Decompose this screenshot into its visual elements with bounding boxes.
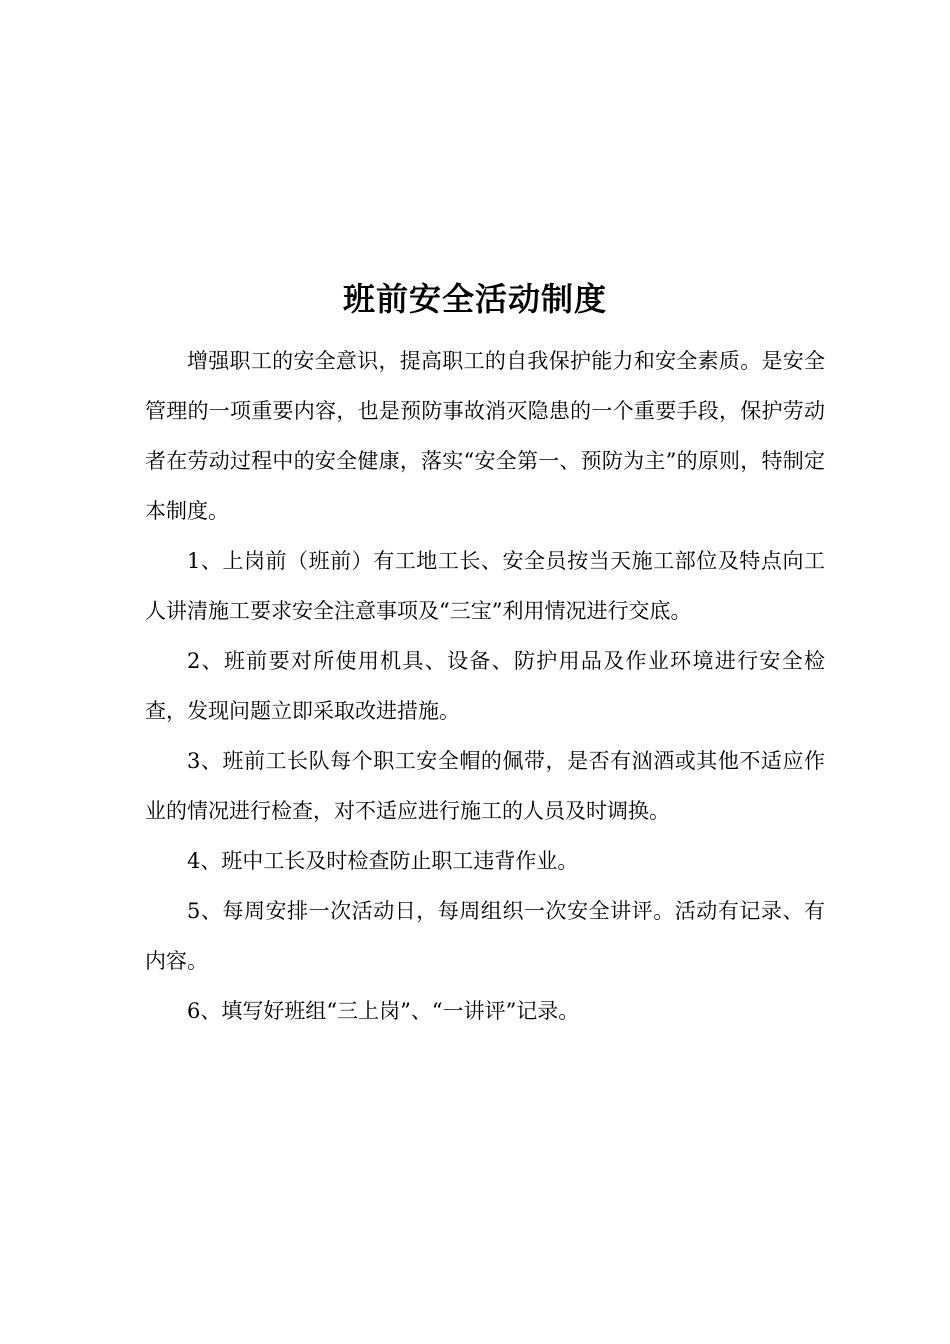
intro-paragraph: 增强职工的安全意识，提高职工的自我保护能力和安全素质。是安全管理的一项重要内容，也是预防事故消灭隐患的一个重要手段，保护劳动者在劳动过程中的安全健康，落实“安全第一、预防为主”的原则，特制定本制度。: [145, 349, 825, 523]
rule-item-5: 5、每周安排一次活动日，每周组织一次安全讲评。活动有记录、有内容。: [145, 899, 825, 973]
rule-item-4: 4、班中工长及时检查防止职工违背作业。: [187, 849, 579, 873]
rule-item-1: 1、上岗前（班前）有工地工长、安全员按当天施工部位及特点向工人讲清施工要求安全注意事项及“三宝”利用情况进行交底。: [145, 549, 825, 623]
document-body: [145, 336, 825, 1036]
document-title: 班前安全活动制度: [342, 280, 607, 319]
rule-item-6: 6、填写好班组“三上岗”、“一讲评”记录。: [187, 999, 580, 1023]
rule-item-2: 2、班前要对所使用机具、设备、防护用品及作业环境进行安全检查，发现问题立即采取改进措施。: [145, 649, 825, 723]
rule-item-3: 3、班前工长队每个职工安全帽的佩带，是否有汹酒或其他不适应作业的情况进行检查，对不适应进行施工的人员及时调换。: [145, 749, 825, 823]
